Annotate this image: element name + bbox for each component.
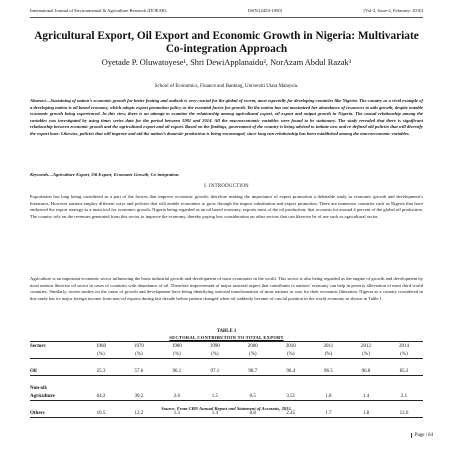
- year-cell: 2012: [347, 342, 385, 351]
- header-divider: [30, 17, 423, 18]
- keywords: Keywords—Agriculture Export, Oil Export, Economic Growth, Co-integration.: [30, 172, 180, 177]
- row-label-oil: Oil: [30, 367, 82, 376]
- affiliation: School of Economics, Finance and Banking, Universiti Utara Malaysia.: [154, 84, 299, 89]
- author-list: Oyetade P. Oluwatoyese¹, Shri DewiApplanaidu², NorAzam Abdul Razak³: [101, 58, 352, 67]
- table-unit-row: [30, 350, 423, 359]
- table-subtitle: SECTORAL CONTRIBUTION TO TOTAL EXPORT: [169, 335, 284, 340]
- abstract: Abstract—Sustaining of nation’s economic growth for better footing and outlook is very crucial for the global of recent, most especially for developing countries like Nigeria. The country as a vivid example of a developing nation is oil based economy, which adopts export promotion policy as the essential factor for growth. Yet the nation has not maximized her abundance of resources to aids growth, despite notable economic growth being experienced. In this view, there is an attempt to examine the relationship among agricultural export, oil export and output growth in Nigeria. The causal relationship among the variables was investigated by using times series data for the period between 1981 and 2014. All the macroeconomic variables were found to be stationary. The study revealed that there is significant relationship between economic growth and the agricultural export and oil export. Based on the findings, government of the country is being advised to initiate new and re-defined old policies that will diversify the export base. Likewise, policies that will improve and aid the nation’s domestic production is being encouraged, since long run relationship has been established among the macroeconomic variables.: [30, 98, 423, 136]
- value-cell: 96.4: [272, 367, 310, 376]
- value-cell: 1.4: [347, 392, 385, 401]
- running-header: [30, 8, 423, 13]
- body-paragraph-2: Agriculture is an important economic sector influencing the basis industrial growth and development of most economies in the world. This sector is also being regarded as the engine of growth and development by most nations likewise oil sector in cases of countries with abundance of oil. Therefore improvement of major sartorial aspect that contributes to nations’ economy can help in poverty alleviation of most third world countries. Similarly, recent studies on the cause of growth and development have being identifying sartorial transformation of most nations as way for their economic liberation. Nigeria as a country considered in this study has its major foreign income from non-oil exports during last decade before pattern changed when oil suddenly became of crucial position in the world economy as shown in Table 1.: [30, 276, 423, 301]
- value-cell: 12.2: [120, 409, 158, 418]
- paper-title: Agricultural Export, Oil Export and Economic Growth in Nigeria: Multivariate Co-integration Approach: [34, 30, 419, 55]
- value-cell: 98.7: [234, 367, 272, 376]
- unit-cell: (%): [310, 350, 347, 359]
- value-cell: 97.1: [196, 367, 234, 376]
- year-cell: 2011: [310, 342, 347, 351]
- unit-cell: (%): [385, 350, 423, 359]
- table-row-agriculture: [30, 392, 423, 401]
- year-cell: 2010: [272, 342, 310, 351]
- value-cell: 96.8: [347, 367, 385, 376]
- value-cell: 1.8: [310, 392, 347, 401]
- page-number: Page | 64: [411, 433, 433, 438]
- unit-cell: (%): [158, 350, 196, 359]
- year-cell: 1980: [158, 342, 196, 351]
- unit-cell: (%): [196, 350, 234, 359]
- table-spacer-row: [30, 359, 423, 368]
- value-cell: 1.3: [158, 409, 196, 418]
- volume-issue: [Vol-2, Issue-2, February- 2016]: [363, 8, 423, 13]
- journal-name: International Journal of Environmental & Agriculture Research (IJOEAR): [30, 8, 167, 13]
- value-cell: 2.45: [272, 409, 310, 418]
- table-header-row: [30, 342, 423, 351]
- value-cell: 96.5: [310, 367, 347, 376]
- value-cell: 2.6: [158, 392, 196, 401]
- value-cell: 10.5: [82, 409, 120, 418]
- value-cell: 1.7: [310, 409, 347, 418]
- row-label-agriculture: Agriculture: [30, 392, 82, 401]
- value-cell: 64.2: [82, 392, 120, 401]
- year-cell: 1990: [196, 342, 234, 351]
- unit-cell: (%): [234, 350, 272, 359]
- table-title: TABLE 1: [216, 329, 237, 334]
- unit-cell: (%): [120, 350, 158, 359]
- value-cell: 1.5: [196, 392, 234, 401]
- table-spacer-row: [30, 376, 423, 385]
- unit-cell: (%): [82, 350, 120, 359]
- value-cell: 1.4: [196, 409, 234, 418]
- table-row-oil: [30, 367, 423, 376]
- section-heading-introduction: I. INTRODUCTION: [204, 184, 249, 189]
- value-cell: 1.8: [347, 409, 385, 418]
- unit-cell: (%): [272, 350, 310, 359]
- value-cell: 0.8: [234, 409, 272, 418]
- value-cell: 85.3: [385, 367, 423, 376]
- value-cell: 2.1: [385, 392, 423, 401]
- value-cell: 57.6: [120, 367, 158, 376]
- body-paragraph-1: Exportation has long being considered as a part of the factors that improve economic growth; therefore making the importance of export promotion a debatable study in economic growth and development’s literatures. However nations employ different ways and policies that will enable economies to grow through the import substitution and export promotion. There are numerous countries such as Nigeria that have embraced the export strategy as a main tool for economic growth. Nigeria being regarded as an oil based economy, exports most of the oil production; that accounts for around 4 percent of the global oil production. The country rely on the revenues generated from this sector to improve the economy, thereby paying less consideration on other sectors that can likewise be of use such as agricultural sector.: [30, 194, 423, 219]
- year-cell: 2000: [234, 342, 272, 351]
- year-cell: 2014: [385, 342, 423, 351]
- unit-cell: (%): [347, 350, 385, 359]
- table-row-nonoil: [30, 384, 423, 392]
- value-cell: 3.51: [272, 392, 310, 401]
- table-source-note: Source. From CBN Annual Report and Statement of Accounts, 2015.: [161, 406, 292, 411]
- value-cell: 96.1: [158, 367, 196, 376]
- year-cell: 1960: [82, 342, 120, 351]
- issn: ISSN:[2454-1850]: [247, 8, 283, 13]
- row-label-nonoil: Non-oil:: [30, 385, 48, 391]
- value-cell: 30.2: [120, 392, 158, 401]
- column-header-sectors: Sectors: [30, 342, 82, 351]
- year-cell: 1970: [120, 342, 158, 351]
- value-cell: 12.6: [385, 409, 423, 418]
- value-cell: 25.3: [82, 367, 120, 376]
- value-cell: 0.5: [234, 392, 272, 401]
- row-label-others: Others: [30, 409, 82, 418]
